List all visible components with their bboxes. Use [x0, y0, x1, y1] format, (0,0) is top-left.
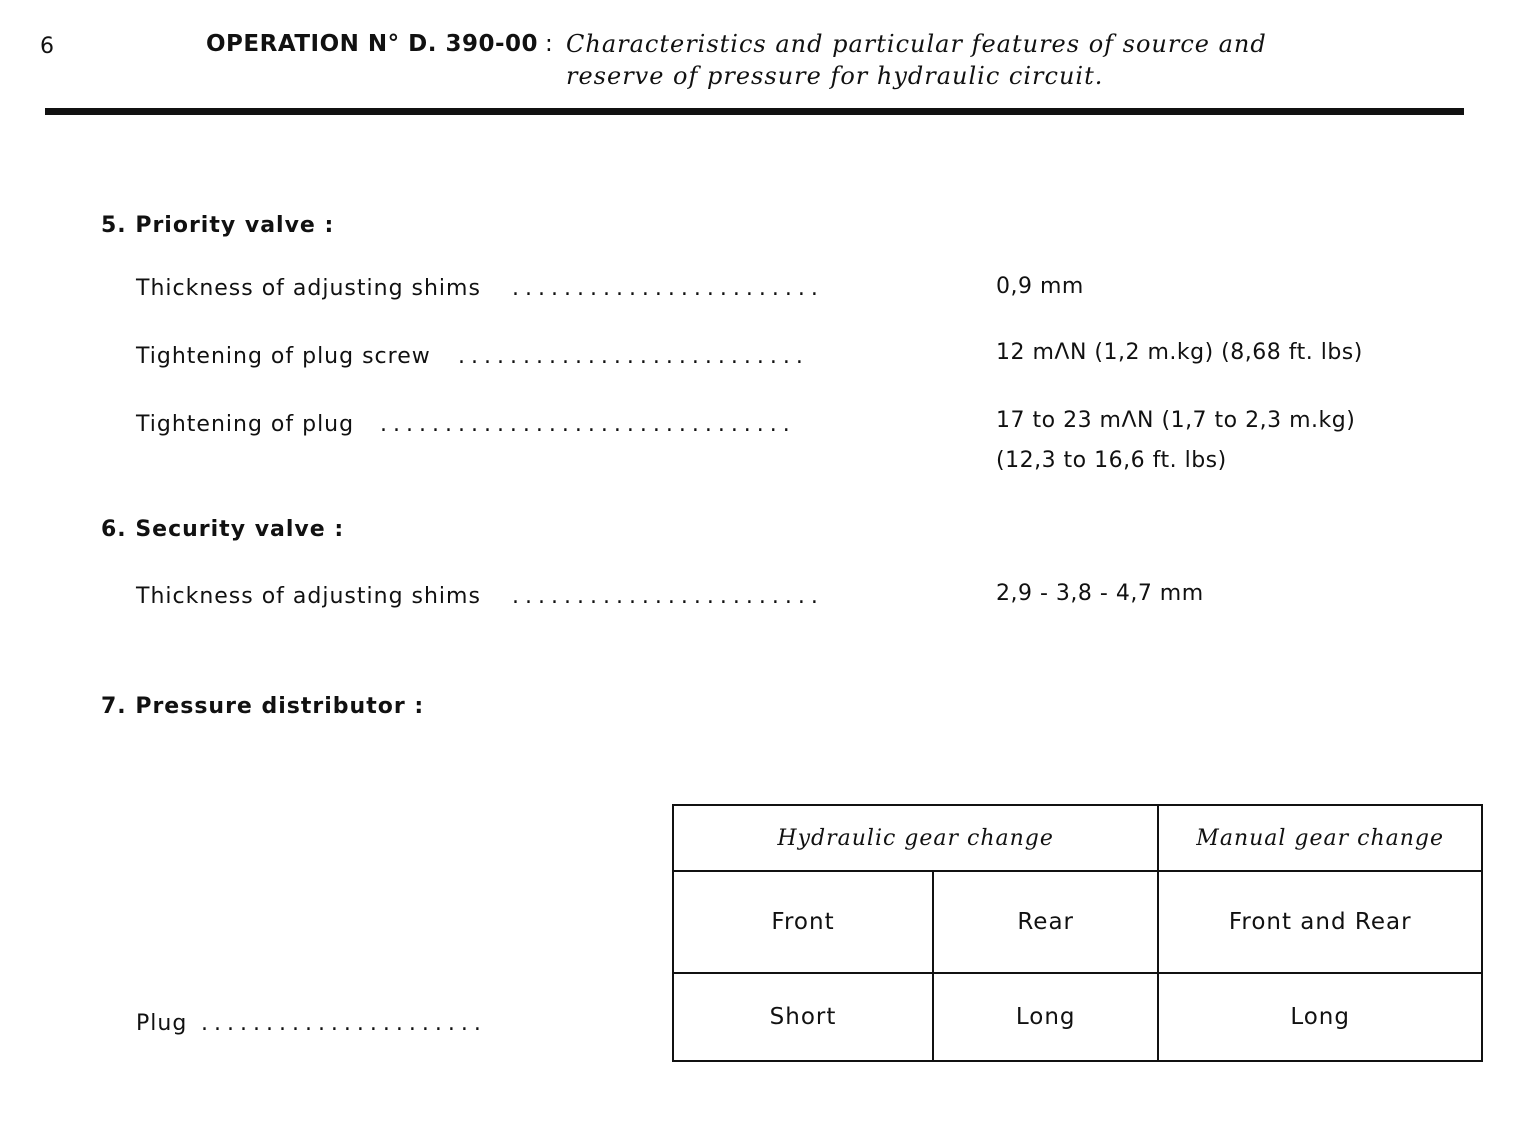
table-group-header-row [673, 805, 1482, 871]
pressure-distributor-table [672, 804, 1483, 1062]
spec-label: Thickness of adjusting shims [136, 276, 481, 301]
group-header-hydraulic: Hydraulic gear change [673, 805, 1158, 871]
cell-value-rear: Long [933, 973, 1158, 1061]
title-separator: : [545, 31, 553, 57]
spec-value-continuation: (12,3 to 16,6 ft. lbs) [996, 448, 1227, 473]
page-number: 6 [40, 34, 54, 59]
operation-description-line-2: reserve of pressure for hydraulic circuit. [566, 62, 1104, 90]
subheader-front: Front [673, 871, 933, 973]
operation-description-line-1: Characteristics and particular features of source and [566, 30, 1267, 58]
leader-dots: ...................... [201, 1011, 487, 1036]
leader-dots: ................................ [380, 412, 796, 437]
leader-dots: ........................... [458, 344, 809, 369]
cell-value-front-and-rear: Long [1158, 973, 1482, 1061]
header-rule [45, 108, 1464, 115]
subheader-front-and-rear: Front and Rear [1158, 871, 1482, 973]
leader-dots: ........................ [512, 584, 824, 609]
operation-title: OPERATION N° D. 390-00 [206, 31, 539, 57]
leader-dots: ........................ [512, 276, 824, 301]
spec-label: Thickness of adjusting shims [136, 584, 481, 609]
spec-value: 2,9 - 3,8 - 4,7 mm [996, 581, 1204, 606]
plug-row-label: Plug [136, 1011, 188, 1036]
subheader-rear: Rear [933, 871, 1158, 973]
spec-value: 12 mΛN (1,2 m.kg) (8,68 ft. lbs) [996, 340, 1363, 365]
table-subheader-row [673, 871, 1482, 973]
section-heading-pressure-distributor: 7. Pressure distributor : [101, 694, 425, 719]
spec-label: Tightening of plug [136, 412, 355, 437]
cell-value-front: Short [673, 973, 933, 1061]
spec-value: 17 to 23 mΛN (1,7 to 2,3 m.kg) [996, 408, 1356, 433]
group-header-manual: Manual gear change [1158, 805, 1482, 871]
spec-label: Tightening of plug screw [136, 344, 431, 369]
table-row [673, 973, 1482, 1061]
section-heading-security-valve: 6. Security valve : [101, 517, 345, 542]
section-heading-priority-valve: 5. Priority valve : [101, 213, 335, 238]
spec-value: 0,9 mm [996, 274, 1084, 299]
